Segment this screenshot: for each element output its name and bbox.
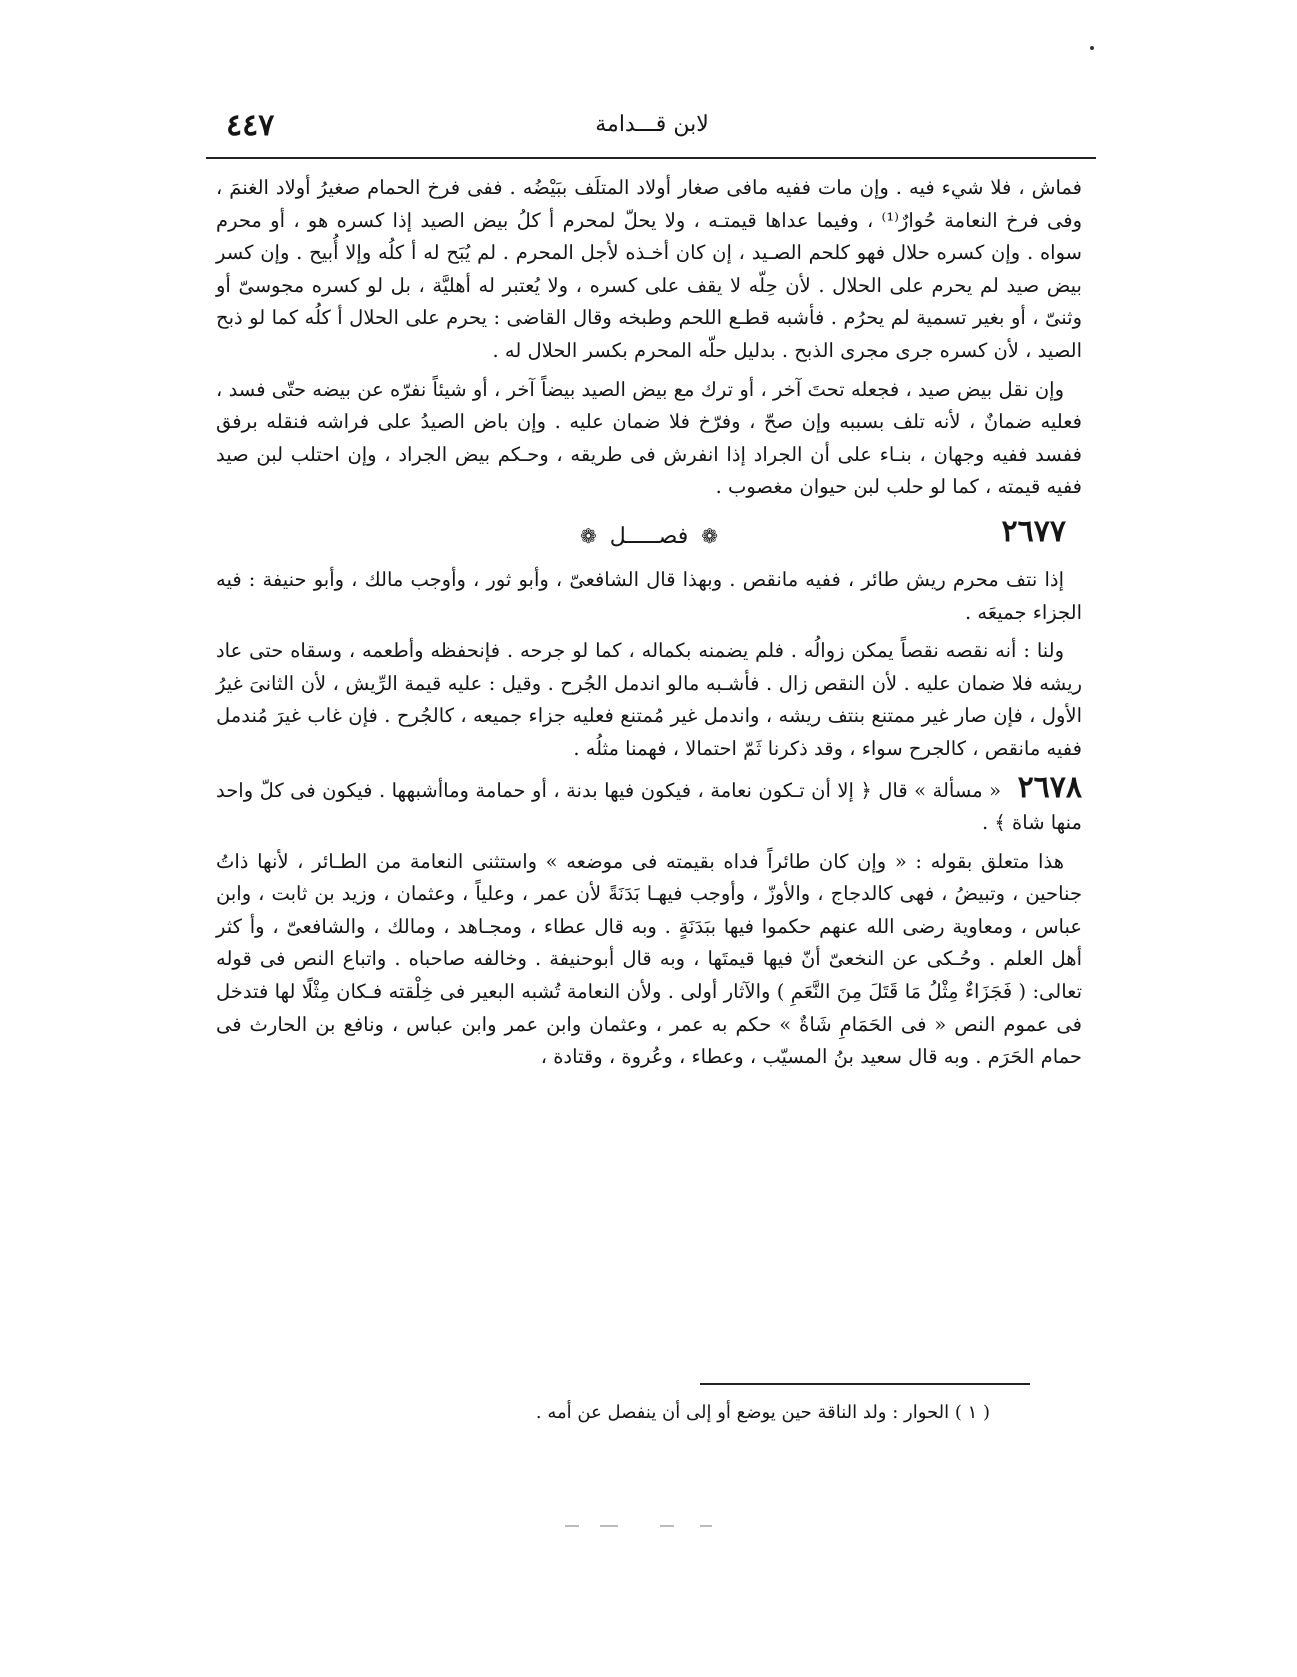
section-title-wrap bbox=[216, 520, 1082, 554]
paragraph: هذا متعلق بقوله : « وإن كان طائراً فداه بقيمته فى موضعه » واستثنى النعامة من الطـائر ، لأنها ذاتُ جناحين ، وتبيضُ ، فهى كالدجاج ، والأوزّ ، وأوجب فيهـا بَدَنَةً لأن عمر ، وعلياً ، وعثمان ، وزيد بن ثابت ، وابن عباس ، ومعاوية رضى الله عنهم حكموا فيها ببَدَنَةٍ . وبه قال عطاء ، ومجـاهد ، ومالك ، والشافعىّ ، وأ كثر أهل العلم . وحُـكى عن النخعىّ أنّ فيها قيمتَها ، وبه قال أبوحنيفة . وخالفه صاحباه . واتباع النص فى قوله تعالى: ( فَجَزَاءٌ مِثْلُ مَا قَتَلَ مِنَ النَّعَمِ ) والآثار أولى . ولأن النعامة تُشبه البعير فى خِلْقته فـكان مِثْلًا لها فتدخل فى عموم النص « فى الحَمَامِ شَاةٌ » حكم به عمر ، وعثمان وابن عمر وابن عباس ، ونافع بن الحارث فى حمام الحَرَم . وبه قال سعيد بنُ المسيّب ، وعطاء ، وعُروة ، وقتادة ، bbox=[216, 849, 1082, 1069]
paragraph: وإن نقل بيض صيد ، فجعله تحتَ آخر ، أو ترك مع بيض الصيد بيضاً آخر ، أو شيئاً نفرّه عن بيضه حتّى فسد ، فعليه ضمانٌ ، لأنه تلف بسببه وإن صحّ ، وفرّخ فلا ضمان عليه . وإن باض الصيدُ على فراشه فنقله برفق ففسد ففيه وجهان ، بنـاء على أن الجراد إذا انفرش فى طريقه ، وحـكم بيض الجراد ، وإن احتلب لبن صيد ففيه قيمته ، كما لو حلب لبن حيوان مغصوب . bbox=[216, 377, 1082, 499]
footnote: ( ١ ) الحوار : ولد الناقة حين يوضع أو إلى أن ينفصل عن أمه . bbox=[535, 1402, 990, 1423]
page-header bbox=[212, 108, 1092, 152]
header-rule bbox=[206, 157, 1096, 159]
scan-mark bbox=[600, 1525, 618, 1527]
scan-mark bbox=[660, 1525, 674, 1527]
ornament-icon: ❁ bbox=[579, 523, 597, 548]
masala-text: « مسألة » قال ﴿ إلا أن تـكون نعامة ، فيكون فيها بدنة ، أو حمامة وماأشبهها . فيكون فى كلّ واحد منها شاة ﴾ . bbox=[216, 778, 1082, 835]
section-number: ٢٦٧٧ bbox=[1001, 513, 1066, 549]
paragraph: فماش ، فلا شيء فيه . وإن مات ففيه مافى صغار أولاد المتلَف ببَيْضُه . ففى فرخ الحمام صغيرُ أولاد الغنمَ ، وفى فرخ النعامة حُوارٌ⁽¹⁾ ، وفيما عداها قيمتـه ، ولا يحلّ لمحرم أ كلُ بيض الصيد إذا كسره هو ، أو محرم سواه . وإن كسره حلال فهو كلحم الصـيد ، إن كان أخـذه لأجل المحرم . لم يُبَح له أ كلُه وإلا أُبيح . وإن كسر بيض صيد لم يحرم على الحلال . لأن حِلّه لا يقف على كسره ، ولا يُعتبر له أهليَّة ، بل لو كسره مجوسىّ أو وثنىّ ، أو بغير تسمية لم يحرُم . فأشبه قطـع اللحم وطبخه وقال القاضى : يحرم على الحلال أ كلُه كما لو ذبح الصيد ، لأن كسره جرى مجرى الذبح . بدليل حلّه المحرم بكسر الحلال له . bbox=[216, 176, 1082, 362]
paragraph: ولنا : أنه نقصه نقصاً يمكن زوالُه . فلم يضمنه بكماله ، كما لو جرحه . فإنحفظه وأطعمه ، وسقاه حتى عاد ريشه فلا ضمان عليه . لأن النقص زال . فأشـبه مالو اندمل الجُرح . وقيل : عليه قيمة الرِّيش ، لأن الثانىَ غيرُ الأول ، فإن صار غير ممتنع بنتف ريشه ، واندمل غير مُمتنع فعليه جزاء جميعه ، كالجُرح . فإن غاب غيرَ مُندمل ففيه مانقص ، كالجرح سواء ، وقد ذكرنا ثَمّ احتمالا ، فهمنا مثلُه . bbox=[216, 639, 1082, 760]
masala-number: ٢٦٧٨ bbox=[1017, 769, 1083, 805]
footnote-rule bbox=[700, 1383, 1030, 1385]
running-title: لابن قـــدامة bbox=[595, 112, 709, 137]
scan-speck bbox=[1090, 46, 1094, 50]
page-number: ٤٤٧ bbox=[226, 108, 275, 143]
section-title: فصـــــل bbox=[609, 523, 689, 549]
scan-mark bbox=[700, 1525, 712, 1527]
section-heading bbox=[216, 512, 1082, 560]
ornament-icon: ❁ bbox=[701, 523, 718, 548]
paragraph: إذا نتف محرم ريش طائر ، ففيه مانقص . وبهذا قال الشافعىّ ، وأبو ثور ، وأوجب مالك ، وأبو حنيفة : فيه الجزاء جميعَه . bbox=[216, 567, 1082, 624]
main-text bbox=[216, 172, 1082, 1074]
scan-mark bbox=[565, 1525, 579, 1527]
masala-paragraph bbox=[216, 769, 1083, 840]
